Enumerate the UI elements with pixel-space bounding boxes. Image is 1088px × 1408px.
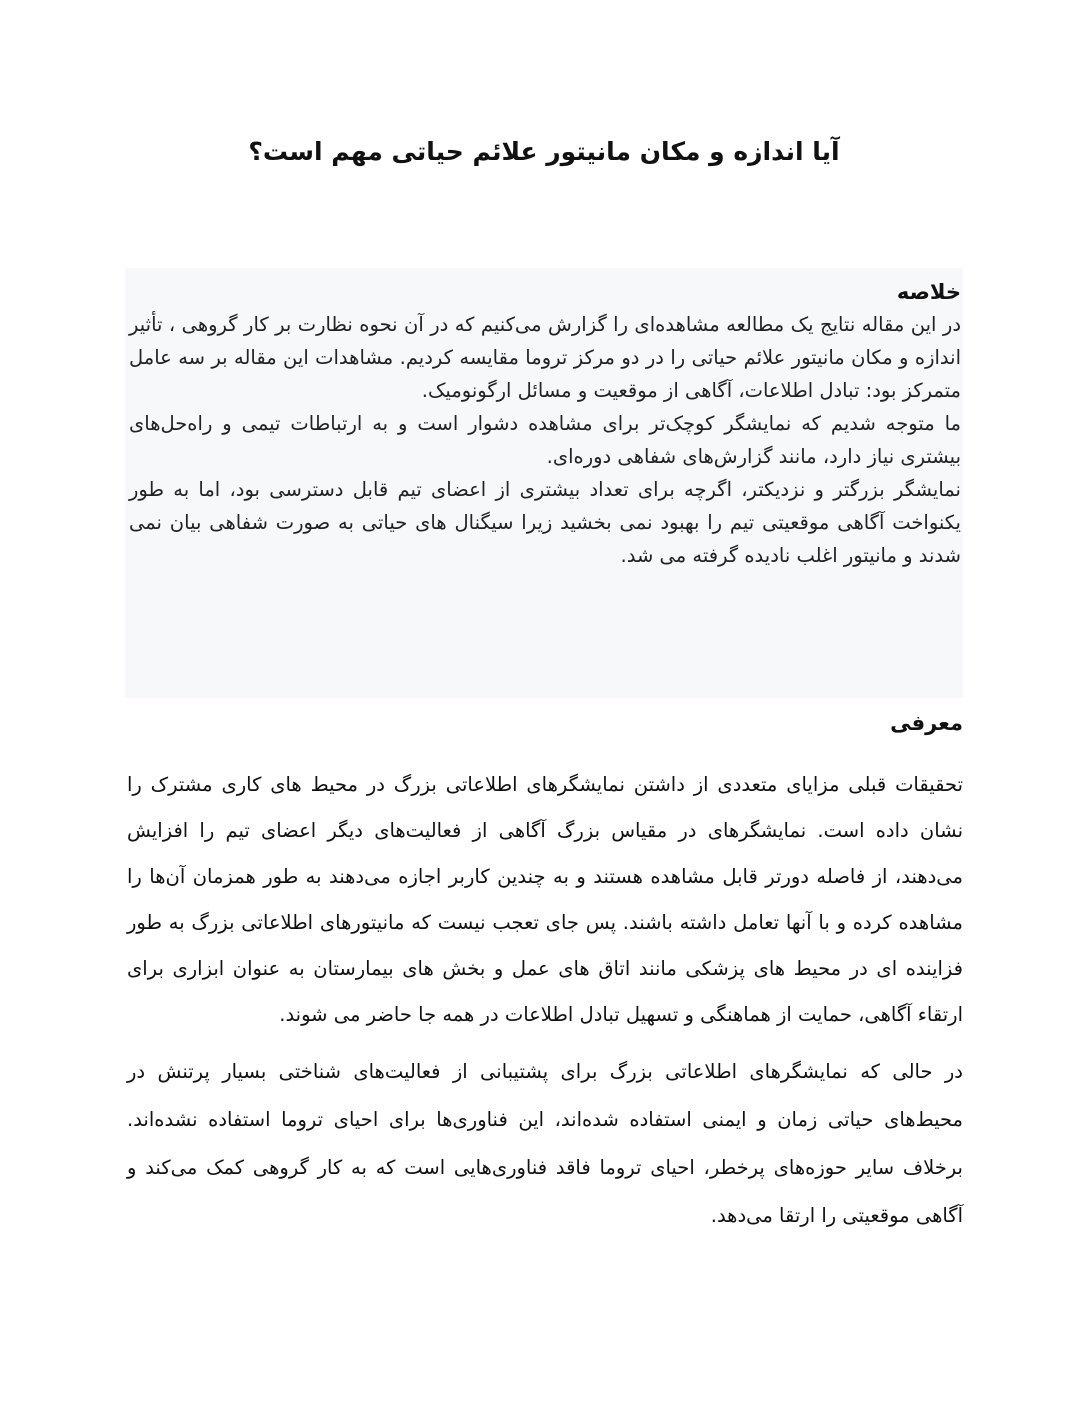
abstract-section [125,268,963,698]
paper-title: آیا اندازه و مکان مانیتور علائم حیاتی مهم است؟ [248,137,840,166]
introduction-paragraph-1: تحقیقات قبلی مزایای متعددی از داشتن نمایشگرهای اطلاعاتی بزرگ در محیط های کاری مشترک را نشان داده است. نمایشگرهای در مقیاس بزرگ آگاهی از فعالیت‌های دیگر اعضای تیم را افزایش می‌دهند، از فاصله دورتر قابل مشاهده هستند و به چندین کاربر اجازه می‌دهند به طور همزمان آن‌ها را مشاهده کرده و با آنها تعامل داشته باشند. پس جای تعجب نیست که مانیتورهای اطلاعاتی بزرگ به طور فزاینده ای در محیط های پزشکی مانند اتاق های عمل و بخش های بیمارستان به عنوان ابزاری برای ارتقاء آگاهی، حمایت از هماهنگی و تسهیل تبادل اطلاعات در همه جا حاضر می شوند. [127,773,963,1026]
abstract-paragraph-3: نمایشگر بزرگتر و نزدیکتر، اگرچه برای تعداد بیشتری از اعضای تیم قابل دسترسی بود، اما به طور یکنواخت آگاهی موقعیتی تیم را بهبود نمی بخشید زیرا سیگنال های حیاتی به صورت شفاهی بیان نمی شدند و مانیتور اغلب نادیده گرفته می شد. [129,478,961,567]
introduction-paragraph-2: در حالی که نمایشگرهای اطلاعاتی بزرگ برای پشتیبانی از فعالیت‌های شناختی بسیار پرتنش در محیط‌های حیاتی زمان و ایمنی استفاده شده‌اند، این فناوری‌ها برای احیای تروما استفاده نشده‌اند. برخلاف سایر حوزه‌های پرخطر، احیای تروما فاقد فناوری‌هایی است که به کار گروهی کمک می‌کند و آگاهی موقعیتی را ارتقا می‌دهد. [127,1060,963,1227]
abstract-paragraph-2: ما متوجه شدیم که نمایشگر کوچک‌تر برای مشاهده دشوار است و به ارتباطات تیمی و راه‌حل‌های بیشتری نیاز دارد، مانند گزارش‌های شفاهی دوره‌ای. [129,412,961,468]
abstract-heading: خلاصه [896,280,961,304]
abstract-paragraph-1: در این مقاله نتایج یک مطالعه مشاهده‌ای را گزارش می‌کنیم که در آن نحوه نظارت بر کار گروهی ، تأثیر اندازه و مکان مانیتور علائم حیاتی را در دو مرکز تروما مقایسه کردیم. مشاهدات این مقاله بر سه عامل متمرکز بود: تبادل اطلاعات، آگاهی از موقعیت و مسائل ارگونومیک. [129,313,961,402]
introduction-section [127,762,963,1250]
introduction-heading: معرفی [890,711,963,735]
